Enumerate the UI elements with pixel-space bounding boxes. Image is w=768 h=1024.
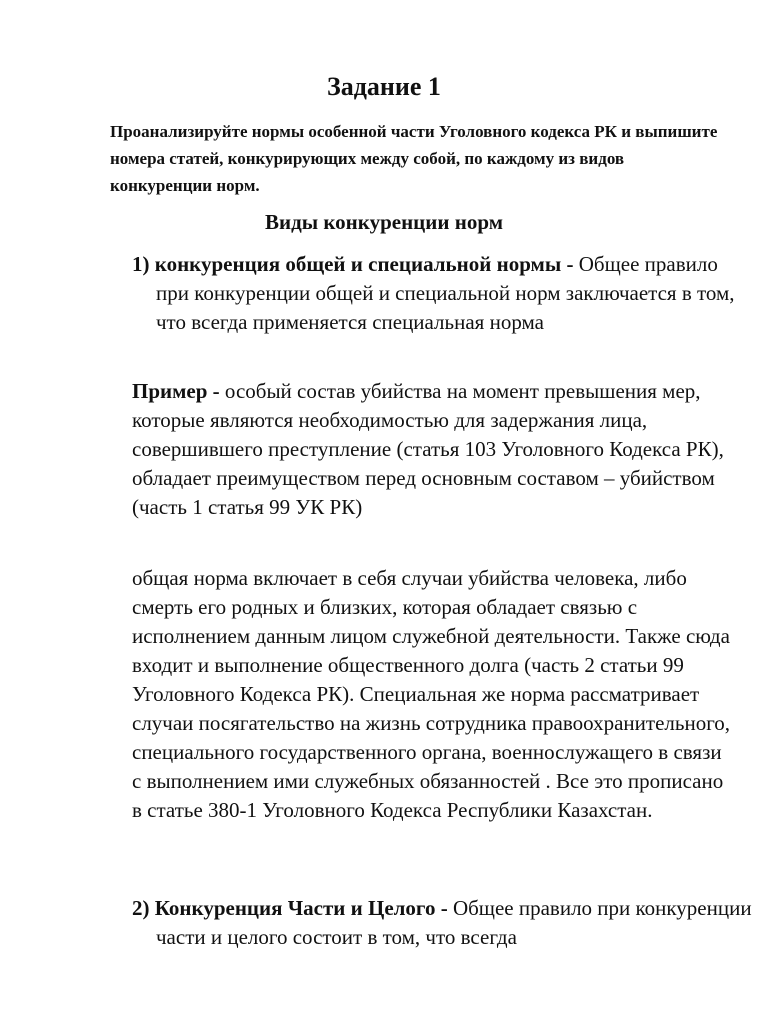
section-heading: Виды конкуренции норм [264,210,503,234]
list-item-number: 2) [132,896,150,920]
list-item-general-special [132,250,756,337]
list-item-text: Общее правило при конкуренции части и целого состоит в том, что всегда [156,896,752,949]
list-item-number: 1) [132,252,150,276]
list-item-part-whole [132,894,756,952]
example-label: Пример - [132,379,220,403]
task-instructions: Проанализируйте нормы особенной части Уголовного кодекса РК и выпишите номера статей, конкурирующих между собой, по каждому из видов конкуренции норм. [110,122,718,195]
example-paragraph [132,377,732,522]
list-item-term: Конкуренция Части и Целого - [154,896,448,920]
general-norm-paragraph: общая норма включает в себя случаи убийства человека, либо смерть его родных и близких, которая обладает связью с исполнением данным лицом служебной деятельности. Также сюда входит и выполнение общественного долга (часть 2 статьи 99 Уголовного Кодекса РК). Специальная же норма рассматривает случаи посягательство на жизнь сотрудника правоохранительного, специального государственного органа, военнослужащего в связи с выполнением ими служебных обязанностей . Все это прописано в статье 380-1 Уголовного Кодекса Республики Казахстан. [132,566,731,822]
list-item-text: Общее правило при конкуренции общей и специальной норм заключается в том, что всегда применяется специальная норма [156,252,735,334]
example-text: особый состав убийства на момент превышения мер, которые являются необходимостью для задержания лица, совершившего преступление (статья 103 Уголовного Кодекса РК), обладает преимуществом перед основным составом – убийством (часть 1 статья 99 УК РК) [132,379,724,519]
page-title: Задание 1 [327,72,441,101]
list-item-term: конкуренция общей и специальной нормы - [154,252,574,276]
